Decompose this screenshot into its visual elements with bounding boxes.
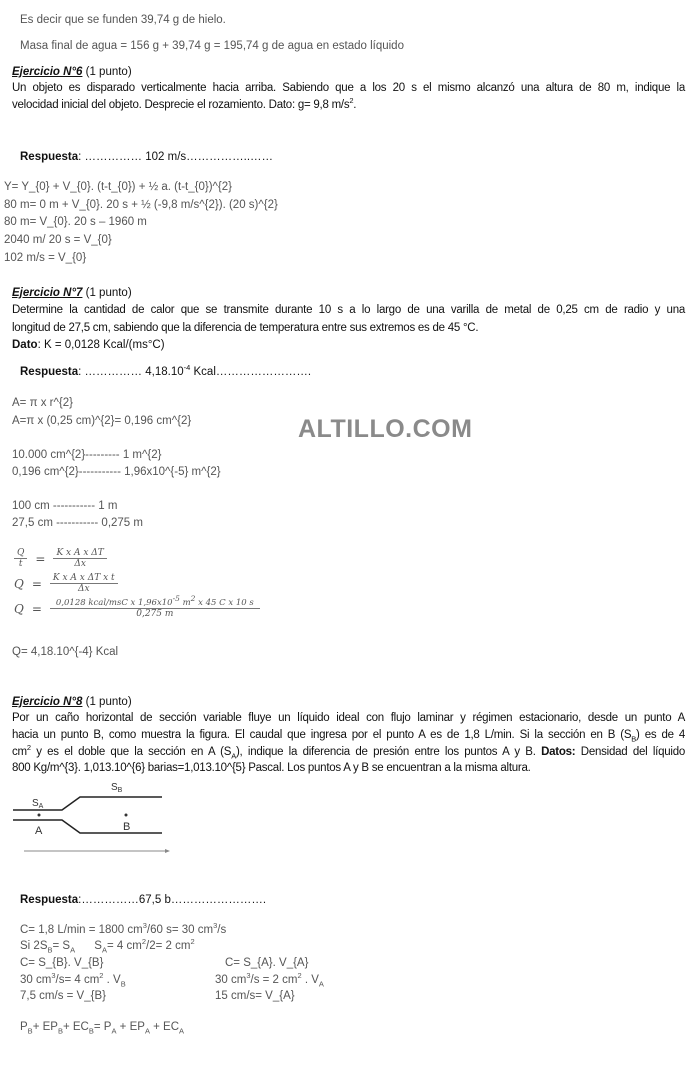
bernoulli-equation: $P_B+ EP_B+ EC_B= P_A + EP_A + EC_A$: [20, 1021, 185, 1036]
exercise-8-heading: Ejercicio N°8 (1 punto): [12, 696, 132, 708]
calc-line: C= S_{B}. V_{B}: [20, 957, 104, 969]
result-line: Q= 4,18.10^{-4} Kcal: [12, 646, 119, 658]
calc-line: 80 m= 0 m + V_{0}. 20 s + ½ (-9,8 m/s^{2}). (20 s)^{2}: [4, 199, 278, 211]
calc-line: C= S_{A}. V_{A}: [225, 957, 309, 969]
exercise-7-data: Dato: K = 0,0128 Kcal/(ms°C): [12, 339, 165, 351]
exercise-6-text: velocidad inicial del objeto. Desprecie el rozamiento. Dato: g= 9,8 $m/s^2$.: [12, 96, 357, 111]
calc-line: C= 1,8 L/min = 1800 $cm^3/60$ s= 30 $cm^3/s$: [20, 921, 227, 936]
exercise-8-text: $cm^2$ y es el doble que la sección en A $(S_A)$, indique la diferencia de presión entre los puntos A y B. Datos: Densidad del líquido: [12, 743, 685, 761]
calc-line: 27,5 cm ----------- 0,275 m: [12, 517, 143, 529]
calc-line: 30 $cm^3/s = 2$ $cm^2$ . $V_A$: [215, 971, 324, 989]
calc-line: Y= Y_{0} + V_{0}. (t-t_{0}) + ½ a. (t-t_{0})^{2}: [4, 181, 233, 193]
formula-heat-rate: $\frac{Q}{t}$ = $\frac{\text{K x A x ΔT}}{\Delta x}$: [10, 548, 111, 569]
watermark-logo: ALTILLO.COM: [298, 415, 473, 443]
calc-line: A= π x r^{2}: [12, 397, 73, 409]
exercise-6-text: Un objeto es disparado verticalmente hacia arriba. Sabiendo que a los 20 s el mismo alcanzó una altura de 80 m, indique la: [12, 82, 685, 94]
label-sa: $S_A$: [32, 798, 44, 810]
pipe-diagram: [0, 770, 200, 865]
point-b-marker: [125, 814, 128, 817]
label-sb: $S_B$: [111, 782, 123, 794]
exercise-8-text: Por un caño horizontal de sección variable fluye un líquido ideal con flujo laminar y régimen estacionario, desde un punto A: [12, 712, 685, 724]
point-a-marker: [38, 814, 41, 817]
calc-line: Si $2S_B= S_A$ $S_A= 4$ $cm^2/2= 2$ $cm^2$: [20, 937, 195, 955]
calc-line: 80 m= V_{0}. 20 s – 1960 m: [4, 216, 147, 228]
exercise-8-text: 800 Kg/m^{3}. 1,013.10^{6} barias=1,013.10^{5} Pascal. Los puntos A y B se encuentran a la misma altura.: [12, 762, 531, 774]
calc-line: 30 $cm^3/s= 4$ $cm^2$ . $V_B$: [20, 971, 126, 989]
label-a: A: [35, 825, 43, 837]
exercise-7-text: Determine la cantidad de calor que se transmite durante 10 s a lo largo de una varilla de metal de 0,25 cm de radio y una: [12, 304, 685, 316]
exercise-8-text: hacia un punto B, como muestra la figura. El caudal que ingresa por el punto A es de 1,8 L/min. Si la sección en B $(S_B)$ es de 4: [12, 729, 685, 744]
calc-line: 0,196 cm^{2}----------- 1,96x10^{-5} m^{2}: [12, 466, 221, 478]
exercise-7-text: longitud de 27,5 cm, sabiendo que la diferencia de temperatura entre sus extremos es de 45 °C.: [12, 322, 479, 334]
exercise-6-heading: Ejercicio N°6 (1 punto): [12, 66, 132, 78]
calc-line: A=π x (0,25 cm)^{2}= 0,196 cm^{2}: [12, 415, 192, 427]
exercise-7-heading: Ejercicio N°7 (1 punto): [12, 287, 132, 299]
formula-heat: Q = $\frac{\text{K x A x ΔT x t}}{\Delta x}$: [10, 573, 122, 594]
calc-line: 100 cm ----------- 1 m: [12, 500, 118, 512]
calc-line: 15 cm/s= V_{A}: [215, 990, 295, 1002]
exercise-8-answer: Respuesta:……………67,5 b…………………….: [20, 894, 267, 906]
intro-line: Es decir que se funden 39,74 g de hielo.: [20, 14, 226, 26]
exercise-6-answer: Respuesta: …………… 102 m/s……………..……: [20, 151, 274, 163]
flow-arrowhead: [165, 849, 170, 853]
calc-line: 10.000 cm^{2}--------- 1 m^{2}: [12, 449, 162, 461]
calc-line: 7,5 cm/s = V_{B}: [20, 990, 106, 1002]
intro-line: Masa final de agua = 156 g + 39,74 g = 195,74 g de agua en estado líquido: [20, 40, 404, 52]
calc-line: 102 m/s = V_{0}: [4, 252, 87, 264]
exercise-7-answer: Respuesta: …………… $4,18.10^{-4}$ Kcal…………………….: [20, 363, 312, 378]
calc-line: 2040 m/ 20 s = V_{0}: [4, 234, 112, 246]
formula-heat-substituted: Q = 0,0128 kcal/msC x $1,96x10^{-5}$ $m^2$ x 45 C x 10 s 0,275 m: [10, 598, 264, 619]
label-b: B: [123, 821, 131, 833]
